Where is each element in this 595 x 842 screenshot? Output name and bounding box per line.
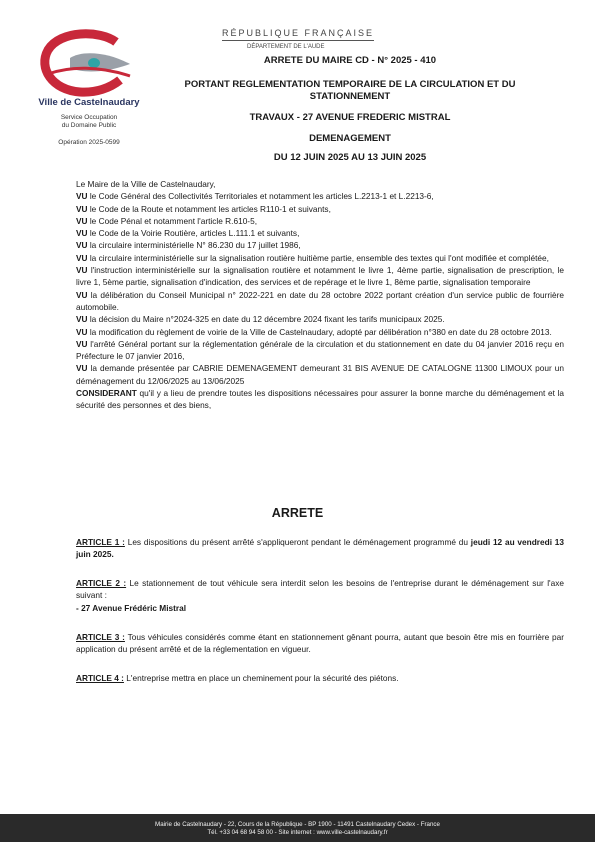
arrete-heading: ARRETE [271,506,324,520]
visa-text: la circulaire interministérielle N° 86.230 du 17 juillet 1986, [89,240,301,251]
visa-item [76,338,564,363]
preamble [76,178,564,412]
article-2 [76,577,564,614]
visa-label: VU [76,326,88,337]
works-dates: DU 12 JUIN 2025 AU 13 JUIN 2025 [273,152,427,163]
article-1 [76,536,564,561]
visa-label: VU [76,240,88,251]
visa-label: VU [76,289,88,300]
article-text: Le stationnement de tout véhicule sera interdit selon les besoins de l'entreprise durant le déménagement sur l'axe suivant : [76,578,564,601]
intro-line: Le Maire de la Ville de Castelnaudary, [76,179,216,189]
visa-text: la modification du règlement de voirie de la Ville de Castelnaudary, adopté par délibération n°380 en date du 28 octobre 2013. [89,326,552,337]
arrete-subject: PORTANT REGLEMENTATION TEMPORAIRE DE LA CIRCULATION ET DU STATIONNEMENT [184,79,516,102]
considerant-text: qu'il y a lieu de prendre toutes les dispositions nécessaires pour assurer la bonne marche du déménagement et la sécurité des personnes et des biens, [76,388,564,411]
visa-label: VU [76,314,88,325]
visa-item [76,239,564,251]
visa-text: le Code de la Voirie Routière, articles L.111.1 et suivants, [89,228,300,239]
visa-item [76,227,564,239]
visa-label: VU [76,191,88,202]
article-text: L'entreprise mettra en place un cheminement pour la sécurité des piétons. [126,673,399,683]
article-label: ARTICLE 3 : [76,632,125,642]
city-name: Ville de Castelnaudary [38,97,140,108]
visa-item [76,190,564,202]
article-bold: - 27 Avenue Frédéric Mistral [76,602,187,613]
article-label: ARTICLE 4 : [76,673,124,683]
header-divider [222,40,374,41]
visa-text: le Code de la Route et notamment les articles R110-1 et suivants, [89,203,331,214]
article-3 [76,631,564,656]
arrete-number: ARRETE DU MAIRE CD - N° 2025 - 410 [263,55,437,66]
article-4 [76,672,564,684]
service-line-2: du Domaine Public [61,122,117,129]
visa-text: la délibération du Conseil Municipal n° 2022-221 en date du 28 octobre 2022 portant création d'un service public de fourrière automobile. [76,289,564,312]
footer-address: Mairie de Castelnaudary - 22, Cours de la République - BP 1900 - 11491 Castelnaudary Cedex - France [155,821,440,828]
visa-item [76,362,564,387]
service-label [34,114,144,130]
visa-item [76,215,564,227]
article-label: ARTICLE 1 : [76,537,125,547]
footer [0,819,595,841]
visa-label: VU [76,215,88,226]
article-bold: jeudi 12 au vendredi 13 juin 2025. [76,537,565,560]
visa-text: l'arrêté Général portant sur la réglementation générale de la circulation et du stationnement en date du 04 janvier 2016 reçu en Préfecture le 07 janvier 2016, [76,338,565,362]
service-line-1: Service Occupation [60,114,118,121]
visa-text: la décision du Maire n°2024-325 en date du 12 décembre 2024 fixant les tarifs municipaux 2025. [89,314,445,325]
footer-contact: Tél. +33 04 68 94 58 00 - Site internet : www.ville-castelnaudary.fr [207,829,388,836]
visa-item [76,203,564,215]
visa-item [76,252,564,264]
visa-label: VU [76,265,88,276]
visa-text: le Code Général des Collectivités Territoriales et notamment les articles L.2213-1 et L.2213-6, [89,191,434,202]
visa-item [76,264,564,289]
visa-list [76,190,564,387]
considerant-label: CONSIDERANT [76,388,137,399]
visa-label: VU [76,338,88,349]
works-type: DEMENAGEMENT [309,133,391,144]
visa-text: le Code Pénal et notamment l'article R.610-5, [89,215,257,226]
article-text: Les dispositions du présent arrêté s'appliqueront pendant le déménagement programmé du [127,537,468,547]
department-label: DÉPARTEMENT DE L'AUDE [247,44,325,50]
visa-item [76,326,564,338]
visa-label: VU [76,203,88,214]
article-label: ARTICLE 2 : [76,578,127,588]
visa-text: la circulaire interministérielle sur la signalisation routière huitième partie, ensemble des textes qui l'ont modifiée et complétée, [89,252,549,263]
visa-item [76,289,564,314]
visa-text: l'instruction interministérielle sur la signalisation routière et notamment le livre 1, 4ème partie, signalisation de prescription, le livre 1, 5ème partie, signalisation d'indication, des services et de repérage et le livre 1, 8ème partie, signalisation temporaire [76,265,564,288]
visa-text: la demande présentée par CABRIE DEMENAGEMENT demeurant 31 BIS AVENUE DE CATALOGNE 11300 LIMOUX pour un déménagement du 12/06/2025 au 13/06/2025 [76,363,564,386]
visa-label: VU [76,228,88,239]
operation-number: Opération 2025-0599 [58,139,120,146]
visa-label: VU [76,363,88,374]
republic-header: RÉPUBLIQUE FRANÇAISE [222,28,375,38]
visa-item [76,313,564,325]
works-location: TRAVAUX - 27 AVENUE FREDERIC MISTRAL [249,112,451,123]
visa-label: VU [76,252,88,263]
article-text: Tous véhicules considérés comme étant en stationnement gênant pourra, autant que besoin être mis en fourrière par application du présent arrêté et de la réglementation en vigueur. [76,632,564,655]
considerant [76,387,564,412]
city-logo [30,28,145,98]
